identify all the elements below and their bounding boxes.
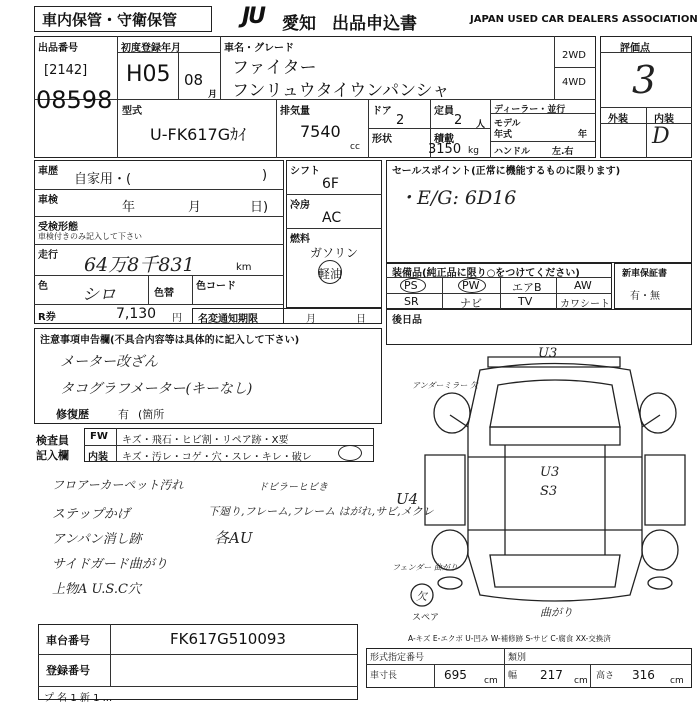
title-deadline-label: 名変通知期限 bbox=[198, 314, 258, 325]
diagram-bottom-note: 曲がり bbox=[540, 606, 573, 619]
selling-points-text: ・E/G: 6D16 bbox=[398, 187, 517, 209]
repair-label: 修復歴 bbox=[56, 408, 89, 421]
equip-tv[interactable]: TV bbox=[518, 295, 533, 308]
remark-2: ステップかげ bbox=[52, 507, 130, 522]
score-label: 評価点 bbox=[620, 43, 650, 54]
inspection-year: 年 bbox=[122, 200, 136, 215]
diagram-top-mark: U3 bbox=[538, 346, 558, 361]
model-year-label-2: 年式 bbox=[494, 130, 513, 140]
remark-u4: U4 bbox=[396, 490, 419, 508]
displacement-label: 排気量 bbox=[280, 106, 310, 117]
registration-year: H05 bbox=[126, 62, 171, 87]
chassis-number: FK617G510093 bbox=[170, 630, 286, 648]
doors-label: ドア bbox=[372, 106, 392, 117]
selling-points-label: セールスポイント(正常に機能するものに限ります) bbox=[392, 166, 621, 177]
vehicle-name: ファイター bbox=[232, 58, 317, 78]
recv-label: 受検形態 bbox=[38, 222, 78, 233]
ac-label: 冷房 bbox=[290, 200, 310, 211]
color-value: シロ bbox=[82, 285, 116, 305]
history-box bbox=[34, 160, 284, 324]
drive-2wd[interactable]: 2WD bbox=[562, 50, 586, 61]
form-title: 出品申込書 bbox=[332, 14, 417, 34]
lot-label: 出品番号 bbox=[38, 43, 78, 54]
inspector-row1: キズ・飛石・ヒビ割・リペア跡・X要 bbox=[122, 435, 289, 446]
height-value: 316 bbox=[632, 668, 655, 682]
mileage-label: 走行 bbox=[38, 250, 58, 261]
shape-label: 形状 bbox=[372, 134, 392, 145]
score-value: 3 bbox=[632, 58, 657, 102]
remark-1: フロアーカーペット汚れ bbox=[52, 478, 184, 492]
registration-month: 08 bbox=[184, 71, 204, 89]
equip-pw[interactable]: PW bbox=[462, 279, 480, 292]
footer-text: プ 名 1 新 1 ... bbox=[44, 693, 113, 704]
broken-circle bbox=[338, 445, 362, 461]
length-value: 695 bbox=[444, 668, 467, 682]
height-unit: cm bbox=[670, 676, 684, 686]
model-year-label-1: モデル bbox=[494, 119, 521, 129]
fuel-gas[interactable]: ガソリン bbox=[310, 246, 359, 260]
inspection-day: 日) bbox=[250, 200, 269, 215]
inspection-label: 車検 bbox=[38, 195, 58, 206]
exterior-label: 外装 bbox=[608, 114, 628, 125]
drive-4wd[interactable]: 4WD bbox=[562, 77, 586, 88]
usage-close: ) bbox=[262, 168, 268, 183]
inspector-row2: キズ・汚レ・コゲ・穴・スレ・キレ・破レ bbox=[122, 452, 312, 463]
equip-sr[interactable]: SR bbox=[404, 295, 419, 308]
ac-value: AC bbox=[322, 210, 342, 226]
handle-options[interactable]: 左.右 bbox=[552, 147, 574, 157]
diagram-legend: A-キズ E-エクボ U-凹み W-補修跡 S-サビ C-腐食 XX-交換済 bbox=[408, 634, 611, 643]
handle-label: ハンドル bbox=[494, 147, 531, 157]
mileage-value: 64万8千831 bbox=[84, 254, 195, 276]
equip-navi[interactable]: ナビ bbox=[460, 297, 482, 310]
spare-label: スペア bbox=[412, 613, 440, 623]
exterior-grade: D bbox=[652, 124, 670, 149]
capacity-label: 定員 bbox=[434, 106, 454, 117]
remark-right-1: ドビラーヒビき bbox=[258, 482, 328, 493]
shift-label: シフト bbox=[290, 166, 320, 177]
vehicle-name-label: 車名・グレード bbox=[224, 43, 294, 54]
width-value: 217 bbox=[540, 668, 563, 682]
remark-right-3: 各AU bbox=[214, 529, 253, 547]
association-name: JAPAN USED CAR DEALERS ASSOCIATION bbox=[470, 14, 698, 25]
color-code-label: 色コード bbox=[196, 281, 236, 292]
displacement-value: 7540 bbox=[300, 122, 341, 141]
rear-seat-label: 後日品 bbox=[392, 315, 422, 326]
diagram-mid-mark-2: S3 bbox=[540, 484, 558, 499]
equip-ps[interactable]: PS bbox=[404, 279, 418, 292]
title-deadline-month: 月 bbox=[306, 314, 316, 325]
equip-airbag[interactable]: エアB bbox=[512, 281, 542, 294]
width-unit: cm bbox=[574, 676, 588, 686]
repair-place: (箇所 bbox=[138, 408, 165, 421]
fuel-label: 燃料 bbox=[290, 234, 310, 245]
load-value: 3150 bbox=[428, 142, 462, 157]
model-value: U-FK617Gｶｲ bbox=[150, 125, 247, 144]
displacement-unit: cc bbox=[350, 142, 360, 152]
warranty-label: 新車保証書 bbox=[622, 269, 668, 279]
length-label: 車寸長 bbox=[370, 671, 398, 681]
usage-value: 自家用・( bbox=[74, 172, 132, 187]
color-label: 色 bbox=[38, 281, 48, 292]
inspector-label-1: 検査員 bbox=[36, 434, 69, 447]
remark-3: アンパン消し跡 bbox=[52, 532, 142, 547]
inspection-month: 月 bbox=[188, 200, 202, 215]
ju-logo: JU bbox=[242, 4, 265, 29]
equipment-label: 装備品(純正品に限り○をつけてください) bbox=[392, 268, 580, 279]
recv-note: 車検付きのみ記入して下さい bbox=[38, 232, 142, 241]
recycle-label: R券 bbox=[38, 312, 56, 323]
diagram-fender-note: フェンダー 曲がり bbox=[392, 563, 458, 572]
remark-4: サイドガード曲がり bbox=[52, 557, 168, 572]
title-deadline-day: 日 bbox=[356, 314, 366, 325]
rear-seat-box bbox=[386, 309, 692, 345]
repair-value[interactable]: 有 bbox=[118, 408, 129, 421]
class-label: 類別 bbox=[508, 653, 527, 663]
inspector-interior: 内装 bbox=[88, 452, 108, 463]
registration-number-label: 登録番号 bbox=[46, 664, 90, 677]
type-number-label: 形式指定番号 bbox=[370, 653, 425, 663]
shift-value: 6F bbox=[322, 176, 339, 192]
remark-right-2: 下廻り,フレーム,フレーム はがれ,サビ,メクレ bbox=[208, 505, 434, 518]
height-label: 高さ bbox=[596, 671, 615, 681]
registration-label: 初度登録年月 bbox=[121, 43, 181, 54]
capacity-unit: 人 bbox=[476, 120, 486, 130]
width-label: 幅 bbox=[508, 671, 518, 681]
notes-line2: タコグラフメーター(キーなし) bbox=[60, 381, 253, 397]
usage-label: 車歴 bbox=[38, 166, 58, 177]
spare-mark: 欠 bbox=[416, 590, 427, 603]
lot-code: [2142] bbox=[44, 63, 88, 78]
storage-label: 車内保管・守衛保管 bbox=[42, 11, 178, 29]
org-name: 愛知 bbox=[282, 14, 316, 34]
fuel-diesel[interactable]: 軽油 bbox=[318, 267, 343, 281]
interior-label: 内装 bbox=[654, 114, 674, 125]
length-unit: cm bbox=[484, 676, 498, 686]
load-label: 積載 bbox=[434, 134, 454, 145]
inspector-fw: FW bbox=[90, 431, 108, 442]
vehicle-grade: フンリュウタイウンパンシャ bbox=[232, 81, 450, 101]
doors-value: 2 bbox=[396, 113, 405, 128]
equip-leather[interactable]: カワシート bbox=[560, 299, 610, 310]
diagram-corner-note: アンダーミラー 欠 bbox=[412, 381, 478, 390]
warranty-options[interactable]: 有・無 bbox=[630, 291, 660, 302]
chassis-label: 車台番号 bbox=[46, 634, 90, 647]
mileage-unit: km bbox=[236, 262, 252, 273]
model-year-unit: 年 bbox=[578, 130, 588, 140]
capacity-value: 2 bbox=[454, 113, 463, 128]
model-label: 型式 bbox=[122, 106, 142, 117]
lot-number: 08598 bbox=[36, 86, 113, 114]
notes-line1: メーター改ざん bbox=[60, 354, 158, 370]
recycle-amount: 7,130 bbox=[116, 306, 157, 322]
equip-aw[interactable]: AW bbox=[574, 279, 592, 292]
load-unit: kg bbox=[468, 146, 479, 156]
remark-5: 上物A U.S.C穴 bbox=[52, 582, 141, 597]
inspector-label-2: 記入欄 bbox=[36, 449, 69, 462]
registration-month-unit: 月 bbox=[208, 90, 218, 100]
recycle-unit: 円 bbox=[172, 313, 182, 324]
repaint-label: 色替 bbox=[154, 288, 174, 299]
dealer-label: ディーラー・並行 bbox=[494, 105, 566, 115]
diagram-mid-mark-1: U3 bbox=[540, 465, 560, 480]
notes-label: 注意事項申告欄(不具合内容等は具体的に記入して下さい) bbox=[40, 335, 300, 346]
